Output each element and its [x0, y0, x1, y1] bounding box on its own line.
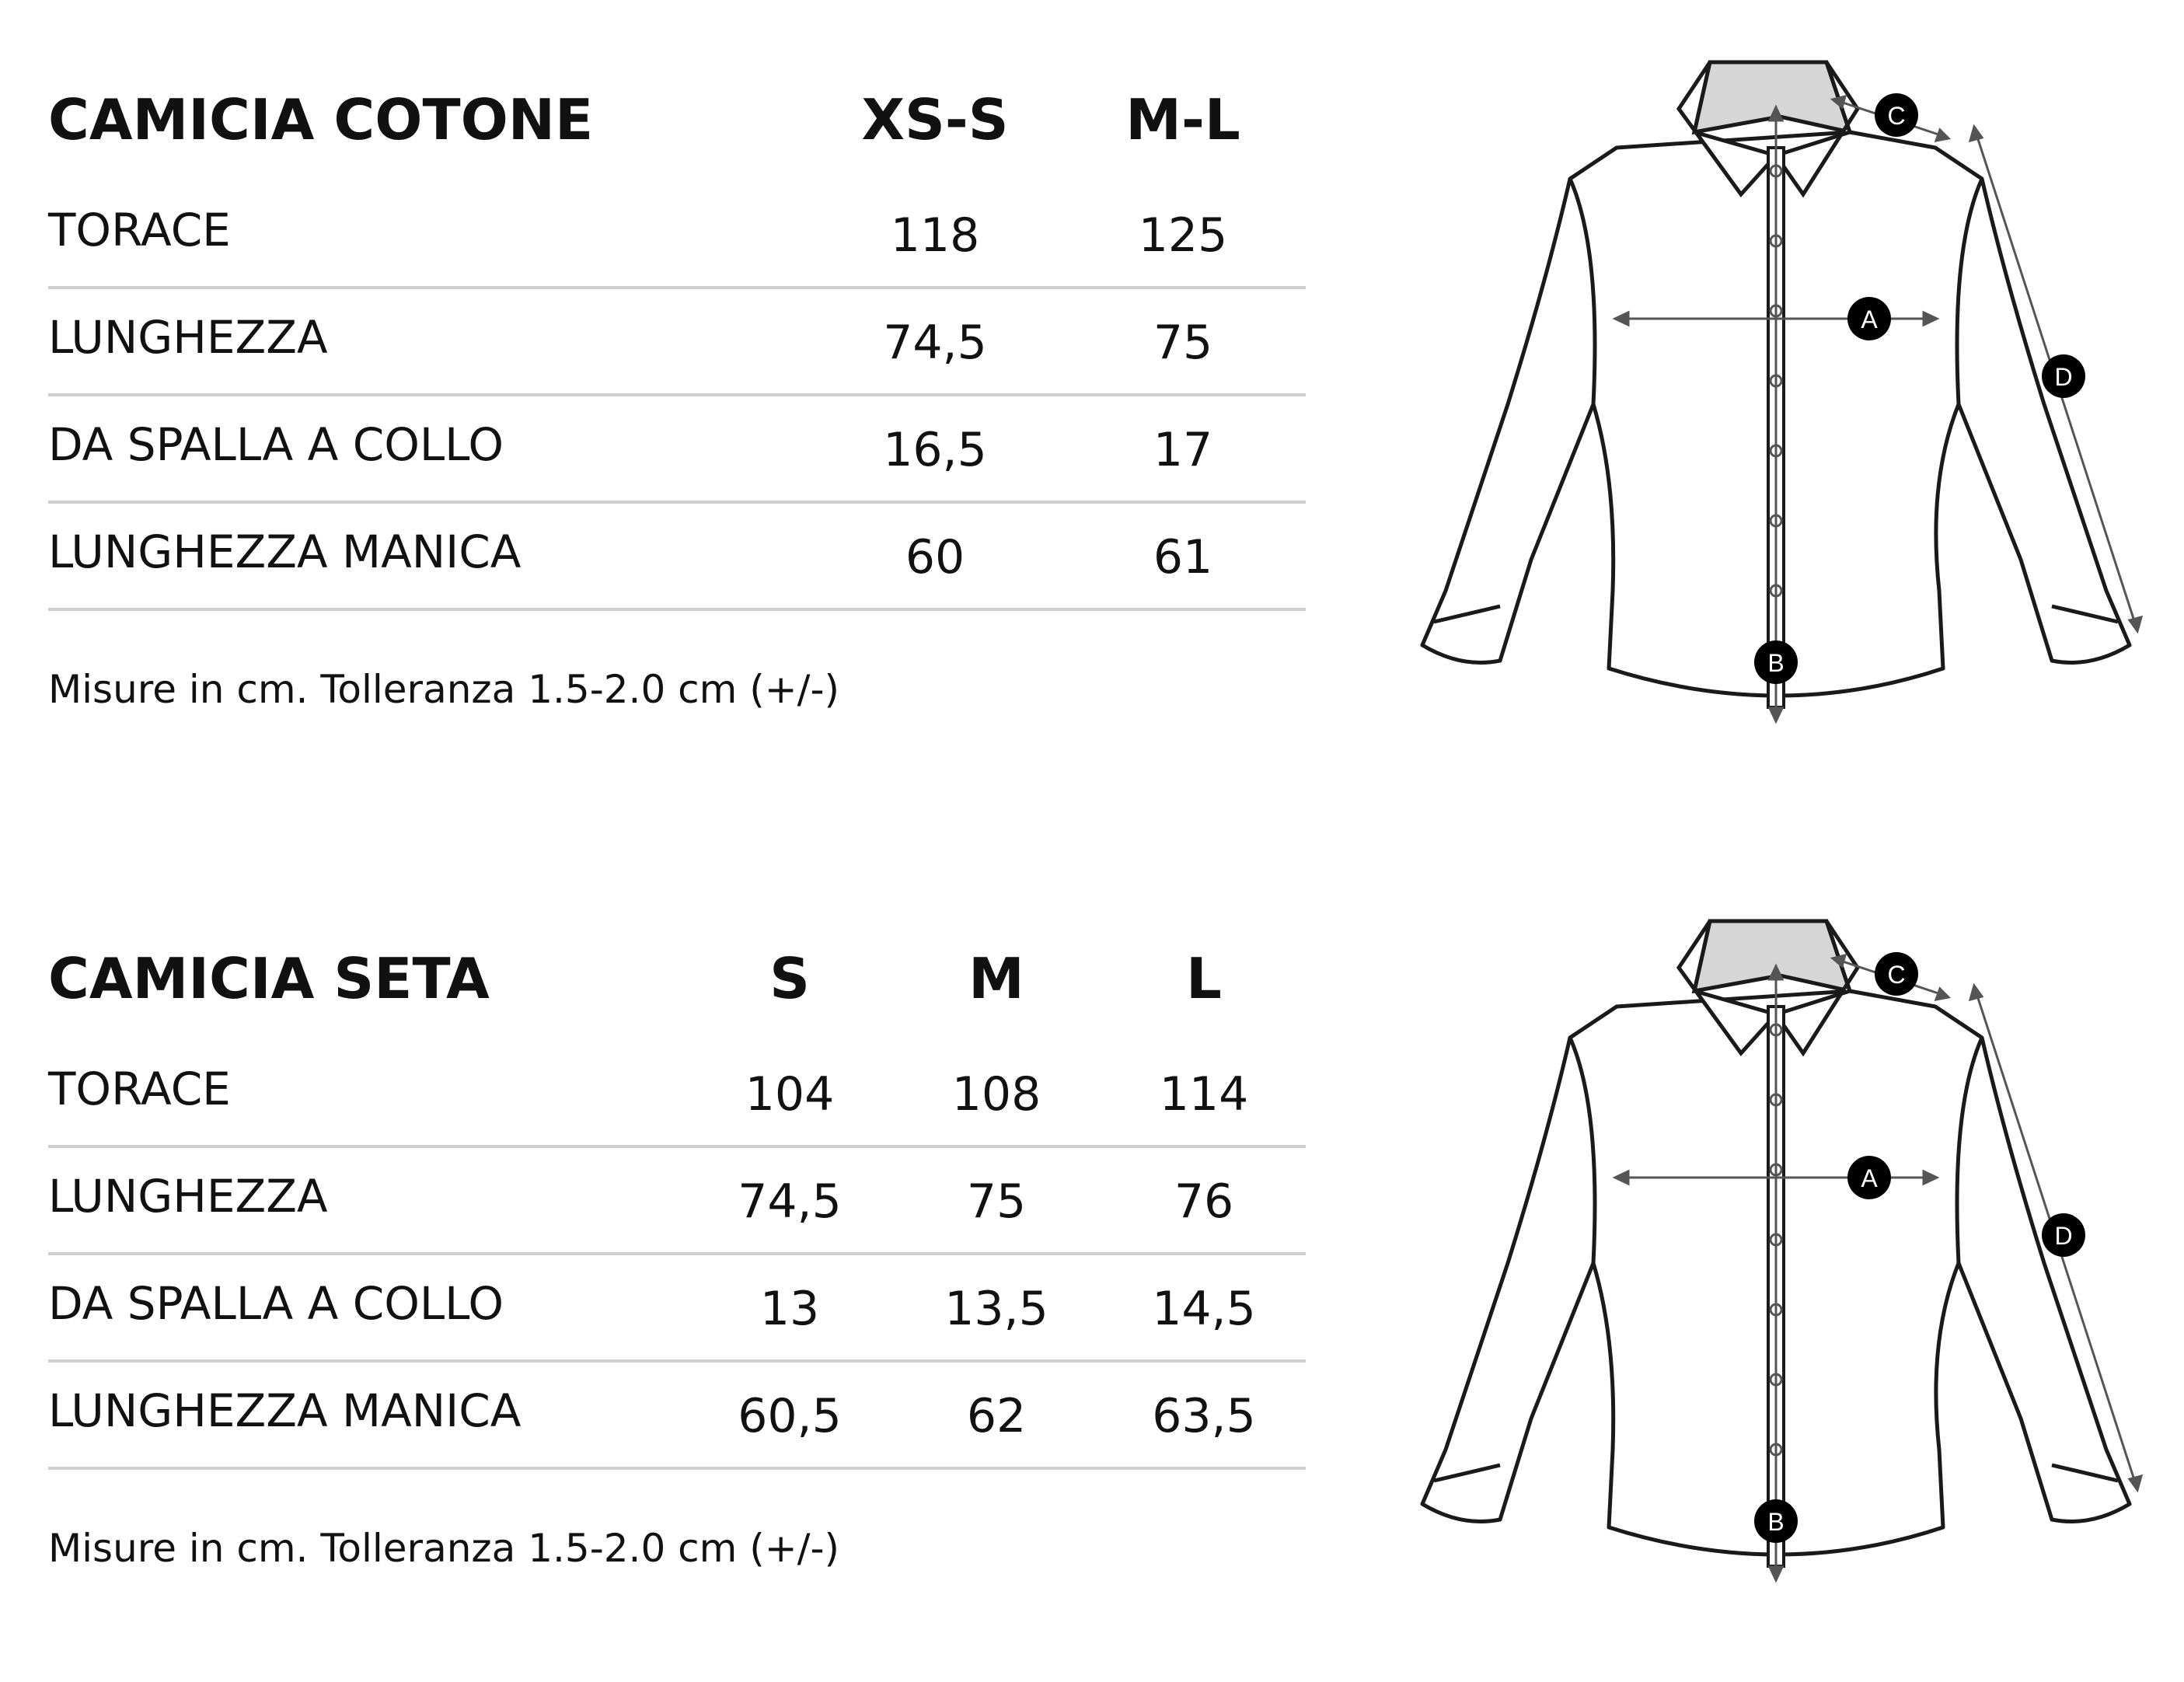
row-label: TORACE — [48, 204, 231, 256]
marker-label: D — [2054, 363, 2073, 391]
row-label: LUNGHEZZA — [48, 311, 328, 364]
size-header: M — [968, 946, 1024, 1011]
marker-label: B — [1767, 1508, 1785, 1536]
table-cell: 62 — [966, 1389, 1027, 1443]
table-title: CAMICIA SETA — [48, 946, 490, 1011]
row-label: LUNGHEZZA MANICA — [48, 525, 522, 578]
table-cell: 76 — [1174, 1174, 1234, 1229]
table-cell: 75 — [966, 1174, 1027, 1229]
measurement-note: Misure in cm. Tolleranza 1.5-2.0 cm (+/-) — [48, 1526, 840, 1571]
row-divider — [48, 1252, 1306, 1255]
table-cell: 74,5 — [738, 1174, 842, 1229]
marker-b — [1754, 1499, 1798, 1543]
table-cell: 17 — [1153, 423, 1213, 477]
table-cell: 60 — [905, 530, 965, 585]
table-cell: 13,5 — [944, 1282, 1048, 1336]
marker-label: C — [1887, 102, 1906, 130]
size-table-silk — [0, 859, 2184, 1682]
marker-b — [1754, 640, 1798, 684]
marker-a — [1847, 297, 1891, 340]
table-cell: 60,5 — [738, 1389, 842, 1443]
table-cell: 74,5 — [883, 316, 987, 370]
table-cell: 125 — [1138, 208, 1228, 263]
table-cell: 13 — [759, 1282, 820, 1336]
shirt-measurement-diagram — [1415, 906, 2145, 1605]
table-cell: 63,5 — [1152, 1389, 1256, 1443]
table-cell: 118 — [890, 208, 980, 263]
row-label: LUNGHEZZA MANICA — [48, 1384, 522, 1437]
marker-d — [2042, 1213, 2085, 1257]
row-label: DA SPALLA A COLLO — [48, 418, 504, 471]
table-cell: 75 — [1153, 316, 1213, 370]
marker-label: B — [1767, 649, 1785, 677]
row-divider — [48, 1145, 1306, 1148]
marker-d — [2042, 354, 2085, 398]
size-header: XS-S — [861, 87, 1009, 152]
marker-label: A — [1861, 305, 1878, 333]
table-cell: 61 — [1153, 530, 1213, 585]
marker-label: C — [1887, 961, 1906, 989]
table-cell: 114 — [1159, 1067, 1249, 1122]
measurement-note: Misure in cm. Tolleranza 1.5-2.0 cm (+/-) — [48, 667, 840, 712]
marker-a — [1847, 1156, 1891, 1199]
size-header: M-L — [1125, 87, 1240, 152]
table-cell: 14,5 — [1152, 1282, 1256, 1336]
table-cell: 104 — [745, 1067, 835, 1122]
row-divider — [48, 1359, 1306, 1363]
marker-label: A — [1861, 1164, 1878, 1192]
shirt-measurement-diagram — [1415, 47, 2145, 746]
row-label: LUNGHEZZA — [48, 1170, 328, 1223]
marker-label: D — [2054, 1222, 2073, 1250]
marker-c — [1875, 952, 1918, 996]
marker-c — [1875, 93, 1918, 137]
row-divider — [48, 501, 1306, 504]
row-label: TORACE — [48, 1063, 231, 1115]
row-divider — [48, 286, 1306, 289]
size-header: L — [1186, 946, 1222, 1011]
row-divider — [48, 1467, 1306, 1470]
row-label: DA SPALLA A COLLO — [48, 1277, 504, 1330]
size-table-cotton — [0, 0, 2184, 823]
table-cell: 108 — [951, 1067, 1041, 1122]
table-cell: 16,5 — [883, 423, 987, 477]
size-header: S — [769, 946, 810, 1011]
row-divider — [48, 393, 1306, 396]
row-divider — [48, 608, 1306, 611]
table-title: CAMICIA COTONE — [48, 87, 594, 152]
